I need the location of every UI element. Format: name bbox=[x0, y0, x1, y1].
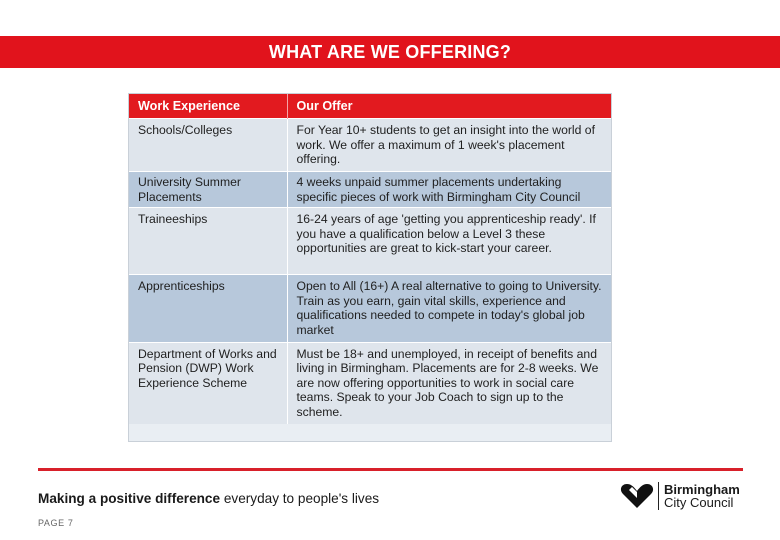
program-cell: University Summer Placements bbox=[129, 172, 287, 208]
offer-cell: 16-24 years of age 'getting you apprenticeship ready'. If you have a qualification below a Level 3 these opportunities are great to kick-start your career. bbox=[287, 208, 612, 275]
heart-logo-icon bbox=[620, 483, 654, 509]
offer-cell: Must be 18+ and unemployed, in receipt of benefits and living in Birmingham. Placements are for 2-8 weeks. We are now offering opportunities to work in social care teams. Speak to your Job Coach to sign up to the scheme. bbox=[287, 342, 612, 423]
table-row bbox=[129, 275, 612, 342]
program-cell: Department of Works and Pension (DWP) Work Experience Scheme bbox=[129, 342, 287, 423]
logo-separator bbox=[658, 482, 659, 510]
logo-wordmark bbox=[664, 483, 740, 509]
header-work-experience: Work Experience bbox=[129, 94, 287, 119]
offer-cell: 4 weeks unpaid summer placements undertaking specific pieces of work with Birmingham City Council bbox=[287, 172, 612, 208]
table-header-row bbox=[129, 94, 612, 119]
tagline-bold: Making a positive difference bbox=[38, 491, 221, 506]
offer-cell: Open to All (16+) A real alternative to going to University. Train as you earn, gain vital skills, experience and qualifications needed to compete in today's global job market bbox=[287, 275, 612, 342]
tagline-rest: everyday to people's lives bbox=[220, 491, 380, 506]
logo-line-1: Birmingham bbox=[664, 482, 740, 497]
offer-cell: For Year 10+ students to get an insight into the world of work. We offer a maximum of 1 week's placement offering. bbox=[287, 119, 612, 172]
program-cell: Schools/Colleges bbox=[129, 119, 287, 172]
logo-line-2: City Council bbox=[664, 495, 734, 510]
title-bar bbox=[0, 36, 780, 68]
header-our-offer: Our Offer bbox=[287, 94, 612, 119]
footer-tagline bbox=[38, 491, 379, 506]
footer-divider bbox=[38, 468, 743, 471]
offer-table bbox=[128, 93, 612, 442]
page-number: PAGE 7 bbox=[38, 518, 74, 528]
table-row bbox=[129, 172, 612, 208]
table-row bbox=[129, 342, 612, 423]
table-row bbox=[129, 119, 612, 172]
slide-title: WHAT ARE WE OFFERING? bbox=[268, 41, 512, 62]
program-cell: Traineeships bbox=[129, 208, 287, 275]
table-row bbox=[129, 208, 612, 275]
program-cell: Apprenticeships bbox=[129, 275, 287, 342]
council-logo bbox=[620, 480, 750, 512]
